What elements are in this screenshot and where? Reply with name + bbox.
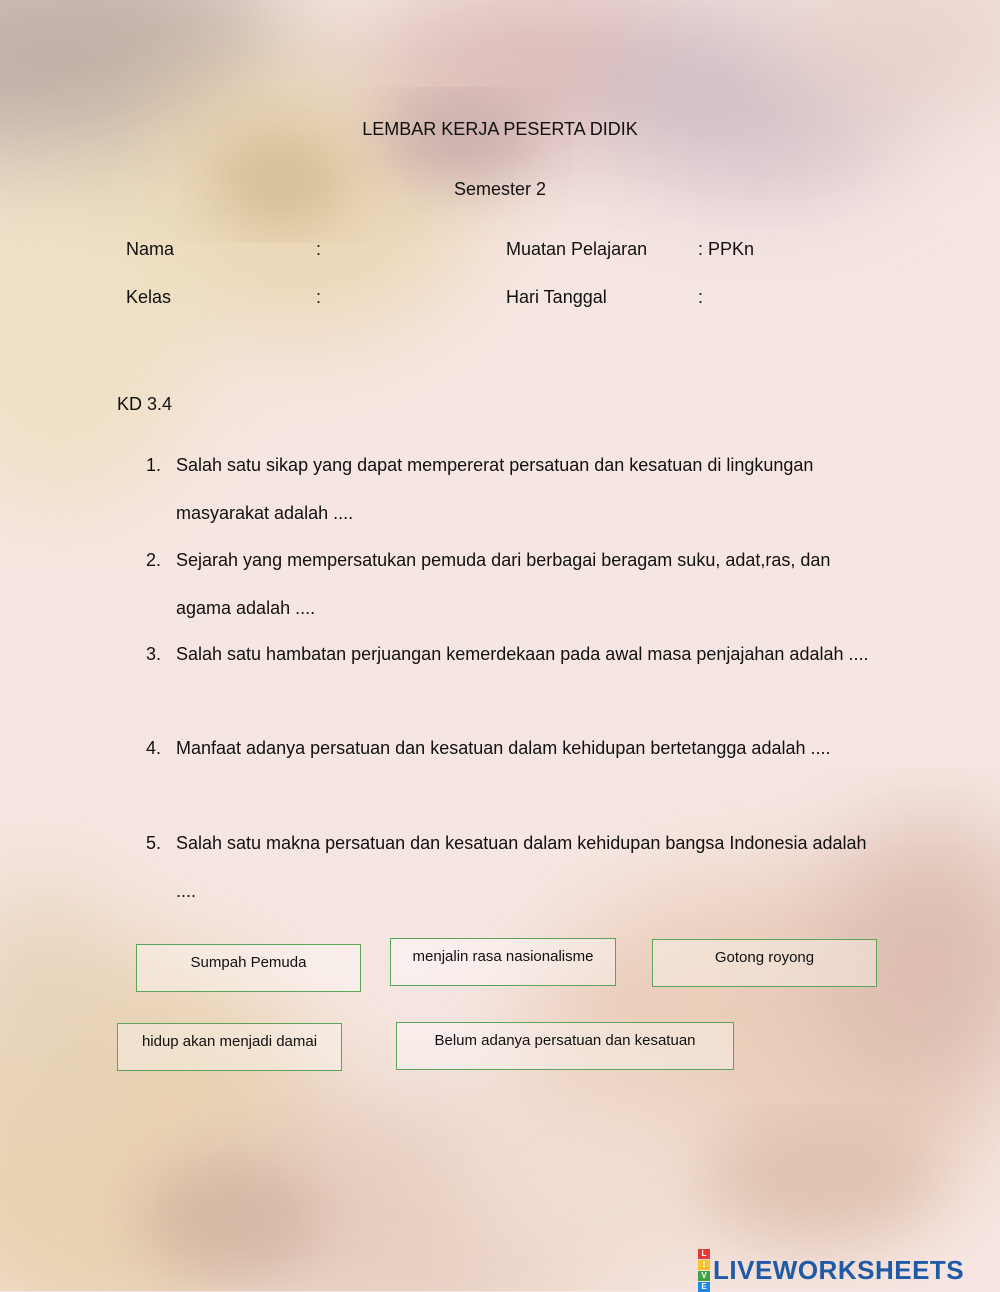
answer-box-hidup-damai[interactable]: hidup akan menjadi damai	[117, 1023, 342, 1071]
nama-label: Nama	[126, 239, 175, 259]
hari-colon: :	[698, 287, 704, 307]
question-number: 4.	[146, 738, 162, 758]
question-text: Salah satu hambatan perjuangan kemerdekaan pada awal masa penjajahan adalah ....	[176, 644, 869, 664]
kelas-label: Kelas	[126, 287, 172, 307]
nama-colon: :	[316, 239, 322, 259]
question-text: Manfaat adanya persatuan dan kesatuan dalam kehidupan bertetangga adalah ....	[176, 738, 831, 758]
question-number: 2.	[146, 550, 162, 570]
question-2	[146, 536, 876, 632]
worksheet-title: LEMBAR KERJA PESERTA DIDIK	[362, 119, 638, 139]
kd-label: KD 3.4	[117, 394, 173, 414]
liveworksheets-logo[interactable]	[698, 1248, 965, 1291]
question-number: 5.	[146, 833, 162, 853]
answer-box-sumpah-pemuda[interactable]: Sumpah Pemuda	[136, 944, 361, 992]
question-5	[146, 819, 876, 915]
question-text: Salah satu makna persatuan dan kesatuan dalam kehidupan bangsa Indonesia adalah ....	[176, 833, 867, 901]
question-3	[146, 630, 876, 678]
answer-box-gotong-royong[interactable]: Gotong royong	[652, 939, 877, 987]
answer-box-menjalin-rasa-nasionalisme[interactable]: menjalin rasa nasionalisme	[390, 938, 616, 986]
answer-box-belum-persatuan[interactable]: Belum adanya persatuan dan kesatuan	[396, 1022, 734, 1070]
muatan-label: Muatan Pelajaran	[506, 239, 648, 259]
question-4	[146, 724, 876, 772]
logo-cubes-icon: L I V E	[698, 1249, 710, 1292]
muatan-value: : PPKn	[698, 239, 755, 259]
question-number: 3.	[146, 644, 162, 664]
question-number: 1.	[146, 455, 162, 475]
question-1	[146, 441, 876, 537]
kelas-colon: :	[316, 287, 322, 307]
logo-text: LIVEWORKSHEETS	[713, 1254, 965, 1285]
semester-label: Semester 2	[453, 179, 547, 199]
hari-label: Hari Tanggal	[506, 287, 607, 307]
question-text: Sejarah yang mempersatukan pemuda dari berbagai beragam suku, adat,ras, dan agama adalah ....	[176, 550, 831, 618]
question-text: Salah satu sikap yang dapat mempererat persatuan dan kesatuan di lingkungan masyarakat adalah ....	[176, 455, 814, 523]
